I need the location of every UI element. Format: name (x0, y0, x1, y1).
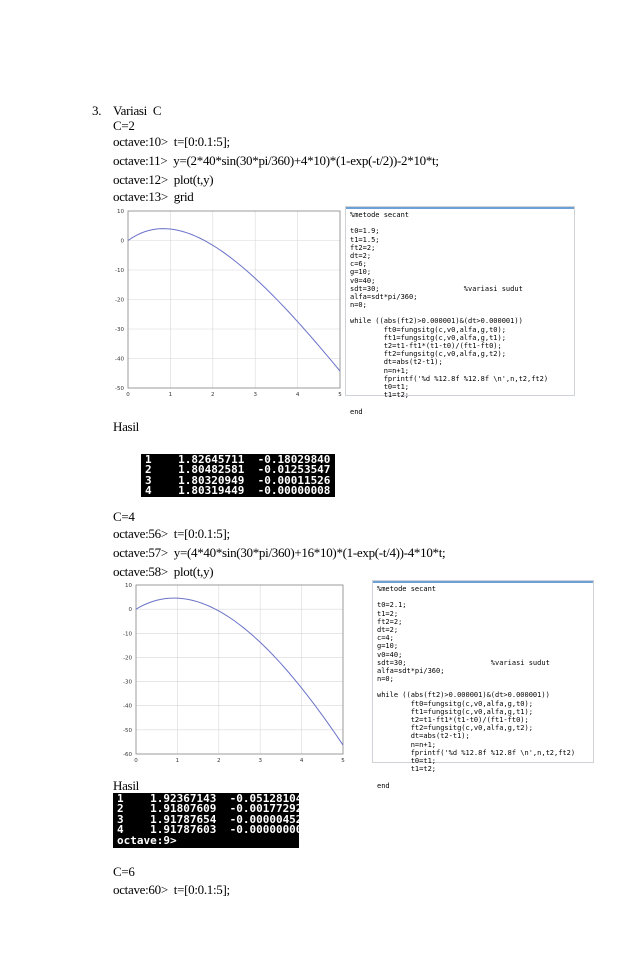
code-line: n=0; (377, 675, 394, 684)
terminal-row: 1 1.82645711 -0.18029840 (145, 453, 331, 466)
section-number: 3. (92, 103, 102, 118)
octave-command: octave:57> y=(4*40*sin(30*pi/360)+16*10)*(1-exp(-t/4))-4*10*t; (113, 545, 446, 560)
code-line (377, 593, 591, 601)
code-line: n=n+1; (350, 366, 410, 375)
code-line: t1=2; (377, 609, 399, 618)
code-line: fprintf('%d %12.8f %12.8f \n',n,t2,ft2) (350, 374, 549, 383)
code-line: dt=2; (377, 625, 399, 634)
code-line: ft2=fungsitg(c,v0,alfa,g,t2); (377, 724, 533, 733)
c-value-label: C=4 (113, 509, 135, 524)
code-line: t2=t1-ft1*(t1-t0)/(ft1-ft0); (377, 716, 529, 724)
code-line: t1=t2; (350, 391, 410, 400)
terminal-output-c4 (113, 792, 303, 848)
code-line: dt=abs(t2-t1); (350, 358, 443, 367)
code-line: end (350, 407, 363, 416)
code-line: ft1=fungsitg(c,v0,alfa,g,t1); (350, 333, 506, 342)
code-line: t0=1.9; (350, 227, 380, 236)
x-tick-label: 0 (134, 758, 138, 764)
code-line: sdt=30; %variasi sudut (350, 284, 523, 293)
y-tick-label: -30 (115, 327, 124, 333)
hasil-label: Hasil (113, 419, 139, 434)
x-tick-label: 4 (295, 392, 300, 398)
terminal-row: 2 1.91807609 -0.00177292 (117, 802, 303, 816)
code-line (350, 399, 572, 407)
code-line: n=0; (350, 301, 367, 310)
code-line: t0=t1; (377, 756, 437, 765)
terminal-row: 1 1.92367143 -0.05128104 (117, 792, 303, 805)
plot-area (136, 585, 343, 754)
terminal-output-c2 (141, 454, 335, 497)
code-line (350, 309, 572, 317)
y-tick-label: -40 (123, 703, 132, 710)
y-tick-label: -10 (115, 268, 124, 274)
code-line: ft2=2; (350, 243, 376, 252)
x-tick-label: 3 (253, 392, 257, 398)
code-line: end (377, 781, 390, 790)
x-tick-label: 3 (258, 758, 262, 764)
code-line: c=6; (350, 260, 367, 269)
code-line: t0=2.1; (377, 601, 407, 610)
y-tick-label: -20 (115, 297, 124, 304)
y-tick-label: 0 (128, 607, 132, 614)
plot-c2 (112, 206, 344, 402)
y-tick-label: 10 (125, 583, 132, 589)
code-line: ft0=fungsitg(c,v0,alfa,g,t0); (350, 325, 506, 334)
terminal-row: octave:9> (117, 833, 177, 847)
terminal-row: 3 1.80320949 -0.00011526 (145, 473, 331, 487)
code-line: fprintf('%d %12.8f %12.8f \n',n,t2,ft2) (377, 748, 576, 757)
y-tick-label: 0 (120, 238, 124, 245)
code-line (350, 219, 572, 227)
code-line: %metode secant (350, 211, 410, 219)
plot-figure-c4 (112, 580, 347, 767)
editor-title-bar (346, 207, 574, 209)
code-line: t1=t2; (377, 765, 437, 774)
section-title: Variasi C (113, 103, 162, 118)
code-line: t1=1.5; (350, 235, 380, 244)
code-line: alfa=sdt*pi/360; (377, 666, 445, 675)
code-line: v0=40; (350, 276, 376, 285)
code-line: c=4; (377, 634, 394, 643)
x-tick-label: 2 (211, 392, 215, 398)
hasil-label: Hasil (113, 778, 139, 793)
terminal-row: 3 1.91787654 -0.00000452 (117, 812, 303, 826)
editor-title-bar (373, 581, 593, 583)
y-tick-label: -30 (123, 679, 132, 686)
x-tick-label: 5 (338, 392, 342, 398)
code-line (377, 683, 591, 691)
code-editor-c4 (372, 580, 594, 790)
x-tick-label: 5 (341, 758, 345, 764)
terminal-row: 4 1.91787603 -0.00000000 (117, 823, 303, 837)
terminal-row: 4 1.80319449 -0.00000008 (145, 484, 331, 498)
code-line: dt=2; (350, 251, 372, 260)
x-tick-label: 1 (168, 392, 173, 398)
plot-figure-c2 (112, 206, 344, 402)
c-value-label: C=2 (113, 118, 135, 133)
code-line: ft2=fungsitg(c,v0,alfa,g,t2); (350, 350, 506, 359)
x-tick-label: 1 (175, 758, 180, 764)
x-tick-label: 0 (126, 392, 130, 398)
octave-command: octave:60> t=[0:0.1:5]; (113, 882, 230, 897)
y-tick-label: -20 (123, 655, 132, 662)
code-line: dt=abs(t2-t1); (377, 732, 470, 741)
code-line: while ((abs(ft2)>0.000001)&(dt>0.000001)) (377, 691, 550, 700)
code-line: v0=40; (377, 650, 403, 659)
octave-command: octave:56> t=[0:0.1:5]; (113, 526, 230, 541)
x-tick-label: 2 (217, 758, 221, 764)
code-line: g=10; (377, 642, 399, 651)
code-line: t0=t1; (350, 382, 410, 391)
y-tick-label: -10 (123, 631, 132, 638)
code-line: n=n+1; (377, 740, 437, 749)
y-tick-label: -60 (123, 752, 132, 758)
octave-command: octave:10> t=[0:0.1:5]; (113, 134, 230, 149)
code-line: t2=t1-ft1*(t1-t0)/(ft1-ft0); (350, 342, 502, 350)
code-line (377, 773, 591, 781)
code-editor-c2 (345, 206, 575, 416)
y-tick-label: -50 (115, 386, 124, 392)
code-line: sdt=30; %variasi sudut (377, 658, 550, 667)
code-line: ft0=fungsitg(c,v0,alfa,g,t0); (377, 699, 533, 708)
terminal-row: 2 1.80482581 -0.01253547 (145, 463, 331, 477)
c-value-label: C=6 (113, 864, 135, 879)
y-tick-label: 10 (117, 209, 124, 215)
code-line: %metode secant (377, 585, 437, 593)
x-tick-label: 4 (299, 758, 304, 764)
octave-command: octave:11> y=(2*40*sin(30*pi/360)+4*10)*(1-exp(-t/2))-2*10*t; (113, 153, 439, 168)
plot-c4 (112, 580, 347, 767)
octave-command: octave:13> grid (113, 189, 194, 204)
y-tick-label: -50 (123, 727, 132, 734)
y-tick-label: -40 (115, 356, 124, 363)
code-line: ft2=2; (377, 617, 403, 626)
code-line: ft1=fungsitg(c,v0,alfa,g,t1); (377, 707, 533, 716)
code-line: g=10; (350, 268, 372, 277)
octave-command: octave:58> plot(t,y) (113, 564, 214, 579)
code-line: while ((abs(ft2)>0.000001)&(dt>0.000001)) (350, 317, 523, 326)
octave-command: octave:12> plot(t,y) (113, 172, 214, 187)
code-line: alfa=sdt*pi/360; (350, 292, 418, 301)
